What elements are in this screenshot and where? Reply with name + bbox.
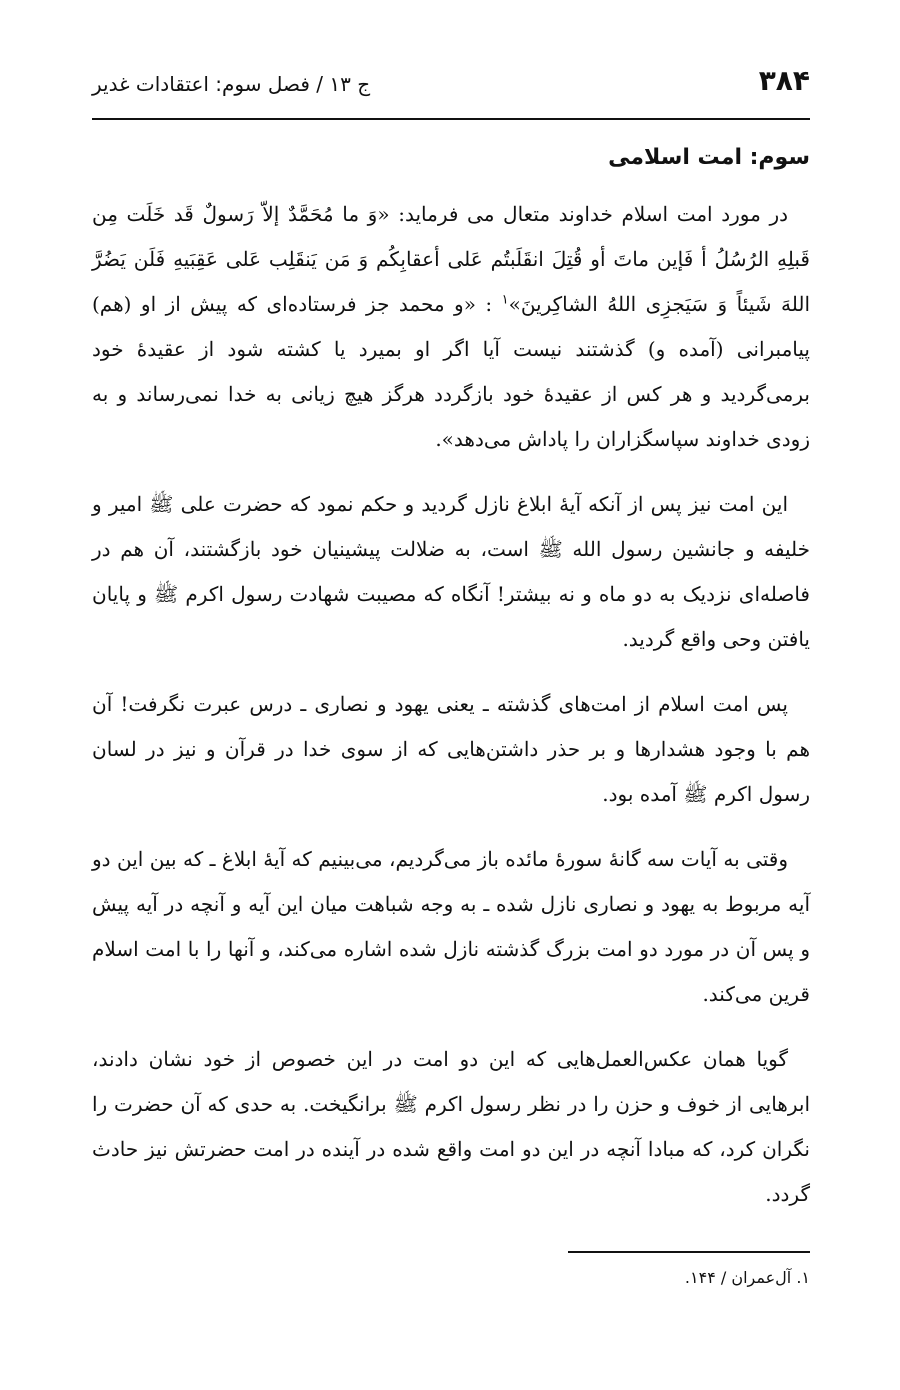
- footnote-divider: [568, 1251, 810, 1253]
- paragraph-2: این امت نیز پس از آنکه آیهٔ ابلاغ نازل گردید و حکم نمود که حضرت علی ﷺ امیر و خلیفه و جانشین رسول الله ﷺ است، به ضلالت پیشینیان خود بازگشتند، آن هم در فاصله‌ای نزدیک به دو ماه و نه بیشتر! آنگاه که مصیبت شهادت رسول اکرم ﷺ و پایان یافتن وحی واقع گردید.: [92, 492, 810, 651]
- page-number: ۳۸۴: [758, 64, 810, 97]
- footnote: ۱. آل‌عمران / ۱۴۴.: [684, 1268, 810, 1287]
- paragraph-4: وقتی به آیات سه گانهٔ سورهٔ مائده باز می‌گردیم، می‌بینیم که آیهٔ ابلاغ ـ که بین این دو آیه مربوط به یهود و نصاری نازل شده ـ به وجه شباهت میان این آیه و آنچه در آیه پیش و پس آن در مورد دو امت بزرگ گذشته نازل شده اشاره می‌کند، و آنها را با امت اسلام قرین می‌کند.: [92, 847, 810, 1006]
- paragraph-5: گویا همان عکس‌العمل‌هایی که این دو امت در این خصوص از خود نشان دادند، ابرهایی از خوف و حزن را در نظر رسول اکرم ﷺ برانگیخت. به حدی که آن حضرت را نگران کرد، که مبادا آنچه در این دو امت واقع شده در آینده در امت حضرتش نیز حادث گردد.: [92, 1047, 810, 1206]
- paragraph-1-intro: در مورد امت اسلام خداوند متعال می فرماید:: [398, 202, 789, 226]
- chapter-title: ج ۱۳ / فصل سوم: اعتقادات غدیر: [92, 72, 371, 96]
- quran-verse: «وَ ما مُحَمَّدٌ إلاّ رَسولٌ قَد خَلَت مِن قَبلِهِ الرُسُلُ أ فَإين ماتَ أو قُتِلَ انقَلَبتُم عَلی أعقابِكُم وَ مَن يَنقَلِب عَلی عَقِبَيهِ فَلَن يَضُرَّ اللهَ شَيئاً وَ سَيَجزِی اللهُ الشاكِرينَ»: [92, 202, 811, 316]
- footnote-reference: ۱: [501, 292, 509, 308]
- running-header: [92, 58, 810, 120]
- book-page: [92, 0, 810, 1390]
- section-heading: سوم: امت اسلامی: [608, 145, 810, 170]
- paragraph-3: پس امت اسلام از امت‌های گذشته ـ یعنی یهود و نصاری ـ درس عبرت نگرفت! آن هم با وجود هشدارها و بر حذر داشتن‌هایی که از سوی خدا در قرآن و نیز در لسان رسول اکرم ﷺ آمده بود.: [92, 692, 810, 806]
- paragraph-1: [92, 192, 810, 462]
- body-text: [92, 192, 810, 1217]
- verse-translation: : «و محمد جز فرستاده‌ای که پیش از او (هم) پیامبرانی (آمده و) گذشتند نیست آیا اگر او بمیرد یا کشته شود از عقیدهٔ خود برمی‌گردید و هر کس از عقیدهٔ خود بازگردد هرگز هیچ زیانی به خدا نمی‌رساند و به زودی خداوند سپاسگزاران را پاداش می‌دهد».: [92, 292, 810, 451]
